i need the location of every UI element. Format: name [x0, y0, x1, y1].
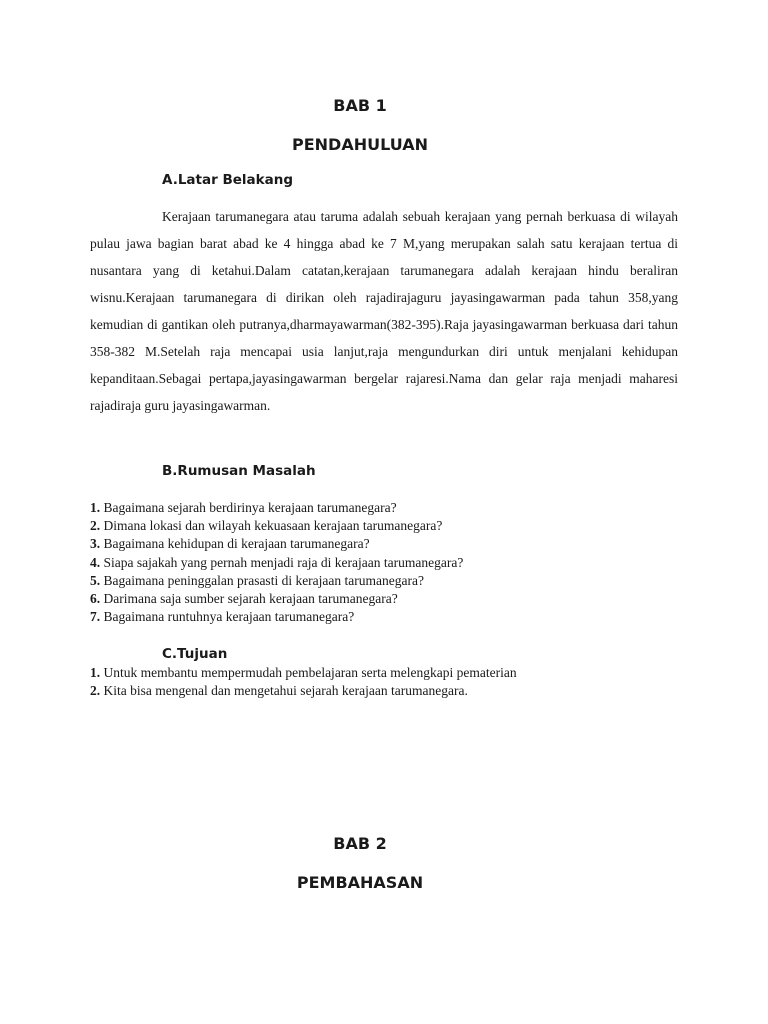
- list-text: Kita bisa mengenal dan mengetahui sejarah kerajaan tarumanegara.: [100, 683, 468, 699]
- list-number: 2.: [90, 683, 101, 699]
- list-number: 5.: [90, 572, 101, 588]
- list-item: [90, 664, 690, 682]
- list-number: 7.: [90, 609, 101, 625]
- latar-belakang-paragraph: Kerajaan tarumanegara atau taruma adalah sebuah kerajaan yang pernah berkuasa di wilayah pulau jawa bagian barat abad ke 4 hingga abad ke 7 M,yang merupakan salah satu kerajaan tertua di nusantara yang di ketahui.Dalam catatan,kerajaan tarumanegara adalah kerajaan hindu beraliran wisnu.Kerajaan tarumanegara di dirikan oleh rajadirajaguru jayasingawarman pada tahun 358,yang kemudian di gantikan oleh putranya,dharmayawarman(382-395).Raja jayasingawarman berkuasa dari tahun 358-382 M.Setelah raja mencapai usia lanjut,raja mengundurkan diri untuk menjalani kehidupan kepanditaan.Sebagai pertapa,jayasingawarman bergelar rajaresi.Nama dan gelar raja menjadi maharesi rajadiraja guru jayasingawarman.: [90, 209, 678, 413]
- list-item: [90, 608, 690, 626]
- list-number: 1.: [90, 500, 101, 515]
- section-heading-latar-belakang: A.Latar Belakang: [162, 172, 294, 188]
- list-text: Siapa sajakah yang pernah menjadi raja di kerajaan tarumanegara?: [100, 554, 464, 570]
- list-item: [90, 682, 690, 700]
- list-item: [90, 535, 690, 553]
- list-number: 3.: [90, 536, 101, 552]
- list-text: Bagaimana runtuhnya kerajaan tarumanegara?: [100, 609, 355, 625]
- list-text: Darimana saja sumber sejarah kerajaan tarumanegara?: [100, 591, 398, 607]
- list-text: Bagaimana sejarah berdirinya kerajaan tarumanegara?: [100, 500, 397, 515]
- list-item: [90, 517, 690, 535]
- list-number: 1.: [90, 665, 101, 680]
- list-number: 6.: [90, 591, 101, 607]
- chapter-title: BAB 1: [333, 96, 387, 115]
- rumusan-masalah-list: [90, 499, 690, 626]
- list-number: 4.: [90, 554, 101, 570]
- list-item: [90, 554, 690, 572]
- section-heading-tujuan: C.Tujuan: [162, 646, 228, 662]
- list-text: Bagaimana peninggalan prasasti di kerajaan tarumanegara?: [100, 572, 424, 588]
- list-text: Dimana lokasi dan wilayah kekuasaan kerajaan tarumanegara?: [100, 518, 443, 534]
- tujuan-list: [90, 664, 690, 700]
- list-item: [90, 499, 690, 517]
- list-text: Untuk membantu mempermudah pembelajaran serta melengkapi pematerian: [100, 665, 517, 680]
- chapter-subtitle: PENDAHULUAN: [292, 135, 428, 154]
- chapter-subtitle: PEMBAHASAN: [296, 873, 424, 892]
- list-item: [90, 590, 690, 608]
- chapter-title: BAB 2: [333, 834, 387, 853]
- list-text: Bagaimana kehidupan di kerajaan tarumanegara?: [100, 536, 370, 552]
- list-item: [90, 572, 690, 590]
- section-heading-rumusan-masalah: B.Rumusan Masalah: [162, 463, 316, 479]
- list-number: 2.: [90, 518, 101, 534]
